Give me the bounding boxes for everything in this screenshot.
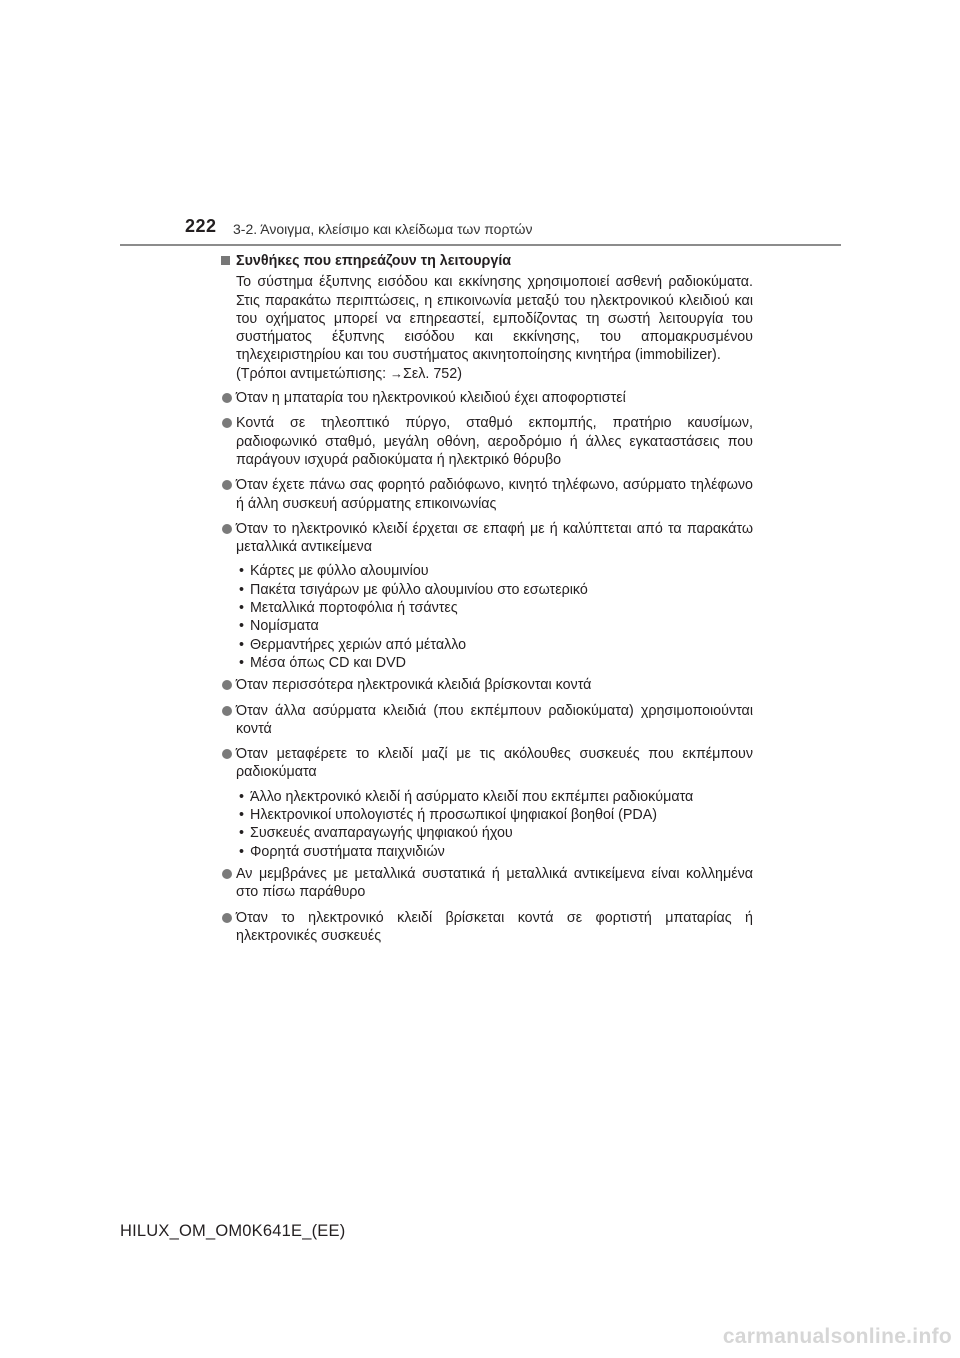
sub-list-item — [236, 788, 753, 806]
circle-bullet-icon — [222, 680, 232, 690]
sub-list-item — [236, 843, 753, 861]
watermark: carmanualsonline.info — [722, 1325, 952, 1348]
sub-list — [221, 788, 753, 861]
list-item — [221, 745, 753, 782]
list-item-text: Όταν περισσότερα ηλεκτρονικά κλειδιά βρίσκονται κοντά — [236, 677, 592, 694]
sub-list-item-text: Νομίσματα — [250, 618, 319, 635]
header-rule — [120, 244, 841, 246]
bullet-icon: • — [239, 563, 245, 580]
sub-list-item-text: Ηλεκτρονικοί υπολογιστές ή προσωπικοί ψηφιακοί βοηθοί (PDA) — [250, 807, 657, 824]
bullet-icon: • — [239, 788, 245, 805]
bullet-icon: • — [239, 636, 245, 653]
sub-list-item-text: Πακέτα τσιγάρων με φύλλο αλουμινίου στο εσωτερικό — [250, 581, 588, 598]
sub-list-item — [236, 581, 753, 599]
sub-list-item — [236, 617, 753, 635]
sub-list-item-text: Θερμαντήρες χεριών από μέταλλο — [250, 636, 467, 653]
circle-bullet-icon — [222, 913, 232, 923]
list-item-text: Όταν έχετε πάνω σας φορητό ραδιόφωνο, κινητό τηλέφωνο, ασύρματο τηλέφωνο ή άλλη συσκευή ασύρματης επικοινωνίας — [236, 477, 753, 512]
bullet-icon: • — [239, 807, 245, 824]
sub-list-item — [236, 636, 753, 654]
list-item-text: Όταν το ηλεκτρονικό κλειδί βρίσκεται κοντά σε φορτιστή μπαταρίας ή ηλεκτρονικές συσκευές — [236, 909, 753, 944]
list-item — [221, 476, 753, 513]
section-heading — [221, 252, 753, 270]
circle-bullet-icon — [222, 418, 232, 428]
list-item-text: Όταν το ηλεκτρονικό κλειδί έρχεται σε επαφή με ή καλύπτεται από τα παρακάτω μεταλλικά αντικείμενα — [236, 520, 753, 556]
sub-list-item — [236, 806, 753, 824]
circle-bullet-icon — [222, 749, 232, 759]
sub-list-item-text: Μέσα όπως CD και DVD — [250, 654, 406, 671]
circle-bullet-icon — [222, 393, 232, 403]
list-item-text: Κοντά σε τηλεοπτικό πύργο, σταθμό εκπομπής, πρατήριο καυσίμων, ραδιοφωνικό σταθμό, μεγάλη οθόνη, αεροδρόμιο ή άλλες εγκαταστάσεις που παράγουν ισχυρά ραδιοκύματα ή ηλεκτρικό θόρυβο — [236, 415, 753, 468]
list-item — [221, 909, 753, 946]
list-item — [221, 676, 753, 694]
list-item — [221, 865, 753, 902]
sub-list-item-text: Κάρτες με φύλλο αλουμινίου — [250, 563, 429, 580]
circle-bullet-icon — [222, 706, 232, 716]
document-code: HILUX_OM_OM0K641E_(EE) — [120, 1222, 346, 1240]
list-item — [221, 702, 753, 739]
circle-bullet-icon — [222, 480, 232, 490]
list-item-text: Όταν η μπαταρία του ηλεκτρονικού κλειδιού έχει αποφορτιστεί — [236, 390, 626, 407]
reference-line — [221, 365, 753, 383]
list-item — [221, 520, 753, 557]
reference-prefix: (Τρόποι αντιμετώπισης: — [236, 365, 391, 382]
bullet-icon: • — [239, 825, 245, 842]
content — [221, 252, 753, 952]
sub-list — [221, 562, 753, 672]
intro-paragraph: Το σύστημα έξυπνης εισόδου και εκκίνησης χρησιμοποιεί ασθενή ραδιοκύματα. Στις παρακάτω περιπτώσεις, η επικοινωνία μεταξύ του ηλεκτρονικού κλειδιού και του οχήματος μπορεί να επηρεαστεί, εμποδίζοντας τη σωστή λειτουργία του συστήματος έξυπνης εισόδου και εκκίνησης, του απομακρυσμένου τηλεχειριστηρίου και του συστήματος ακινητοποίησης κινητήρα (immobilizer). — [236, 274, 753, 364]
square-bullet-icon — [221, 256, 230, 265]
bullet-icon: • — [239, 581, 245, 598]
page-number: 222 — [185, 216, 217, 236]
bullet-icon: • — [239, 843, 245, 860]
sub-list-item-text: Συσκευές αναπαραγωγής ψηφιακού ήχου — [250, 825, 513, 842]
sub-list-item — [236, 562, 753, 580]
list-item-text: Όταν άλλα ασύρματα κλειδιά (που εκπέμπουν ραδιοκύματα) χρησιμοποιούνται κοντά — [236, 702, 753, 737]
bullet-icon: • — [239, 618, 245, 635]
section-title: Συνθήκες που επηρεάζουν τη λειτουργία — [236, 253, 512, 269]
sub-list-item — [236, 599, 753, 617]
circle-bullet-icon — [222, 524, 232, 534]
conditions-list — [221, 389, 753, 945]
circle-bullet-icon — [222, 869, 232, 879]
sub-list-item — [236, 824, 753, 842]
bullet-icon: • — [239, 600, 245, 617]
list-item — [221, 414, 753, 469]
sub-list-item-text: Άλλο ηλεκτρονικό κλειδί ή ασύρματο κλειδί που εκπέμπει ραδιοκύματα — [250, 788, 694, 805]
sub-list-item-text: Φορητά συστήματα παιχνιδιών — [250, 843, 445, 860]
list-item-text: Αν μεμβράνες με μεταλλικά συστατικά ή μεταλλικά αντικείμενα είναι κολλημένα στο πίσω παράθυρο — [236, 865, 753, 901]
reference-page: Σελ. 752) — [403, 365, 462, 382]
sub-list-item — [236, 654, 753, 672]
arrow-right-icon: → — [390, 365, 404, 381]
sub-list-item-text: Μεταλλικά πορτοφόλια ή τσάντες — [250, 600, 458, 617]
chapter-title: 3-2. Άνοιγμα, κλείσιμο και κλείδωμα των πορτών — [233, 221, 533, 237]
bullet-icon: • — [239, 654, 245, 671]
list-item-text: Όταν μεταφέρετε το κλειδί μαζί με τις ακόλουθες συσκευές που εκπέμπουν ραδιοκύματα — [236, 746, 753, 781]
list-item — [221, 389, 753, 407]
